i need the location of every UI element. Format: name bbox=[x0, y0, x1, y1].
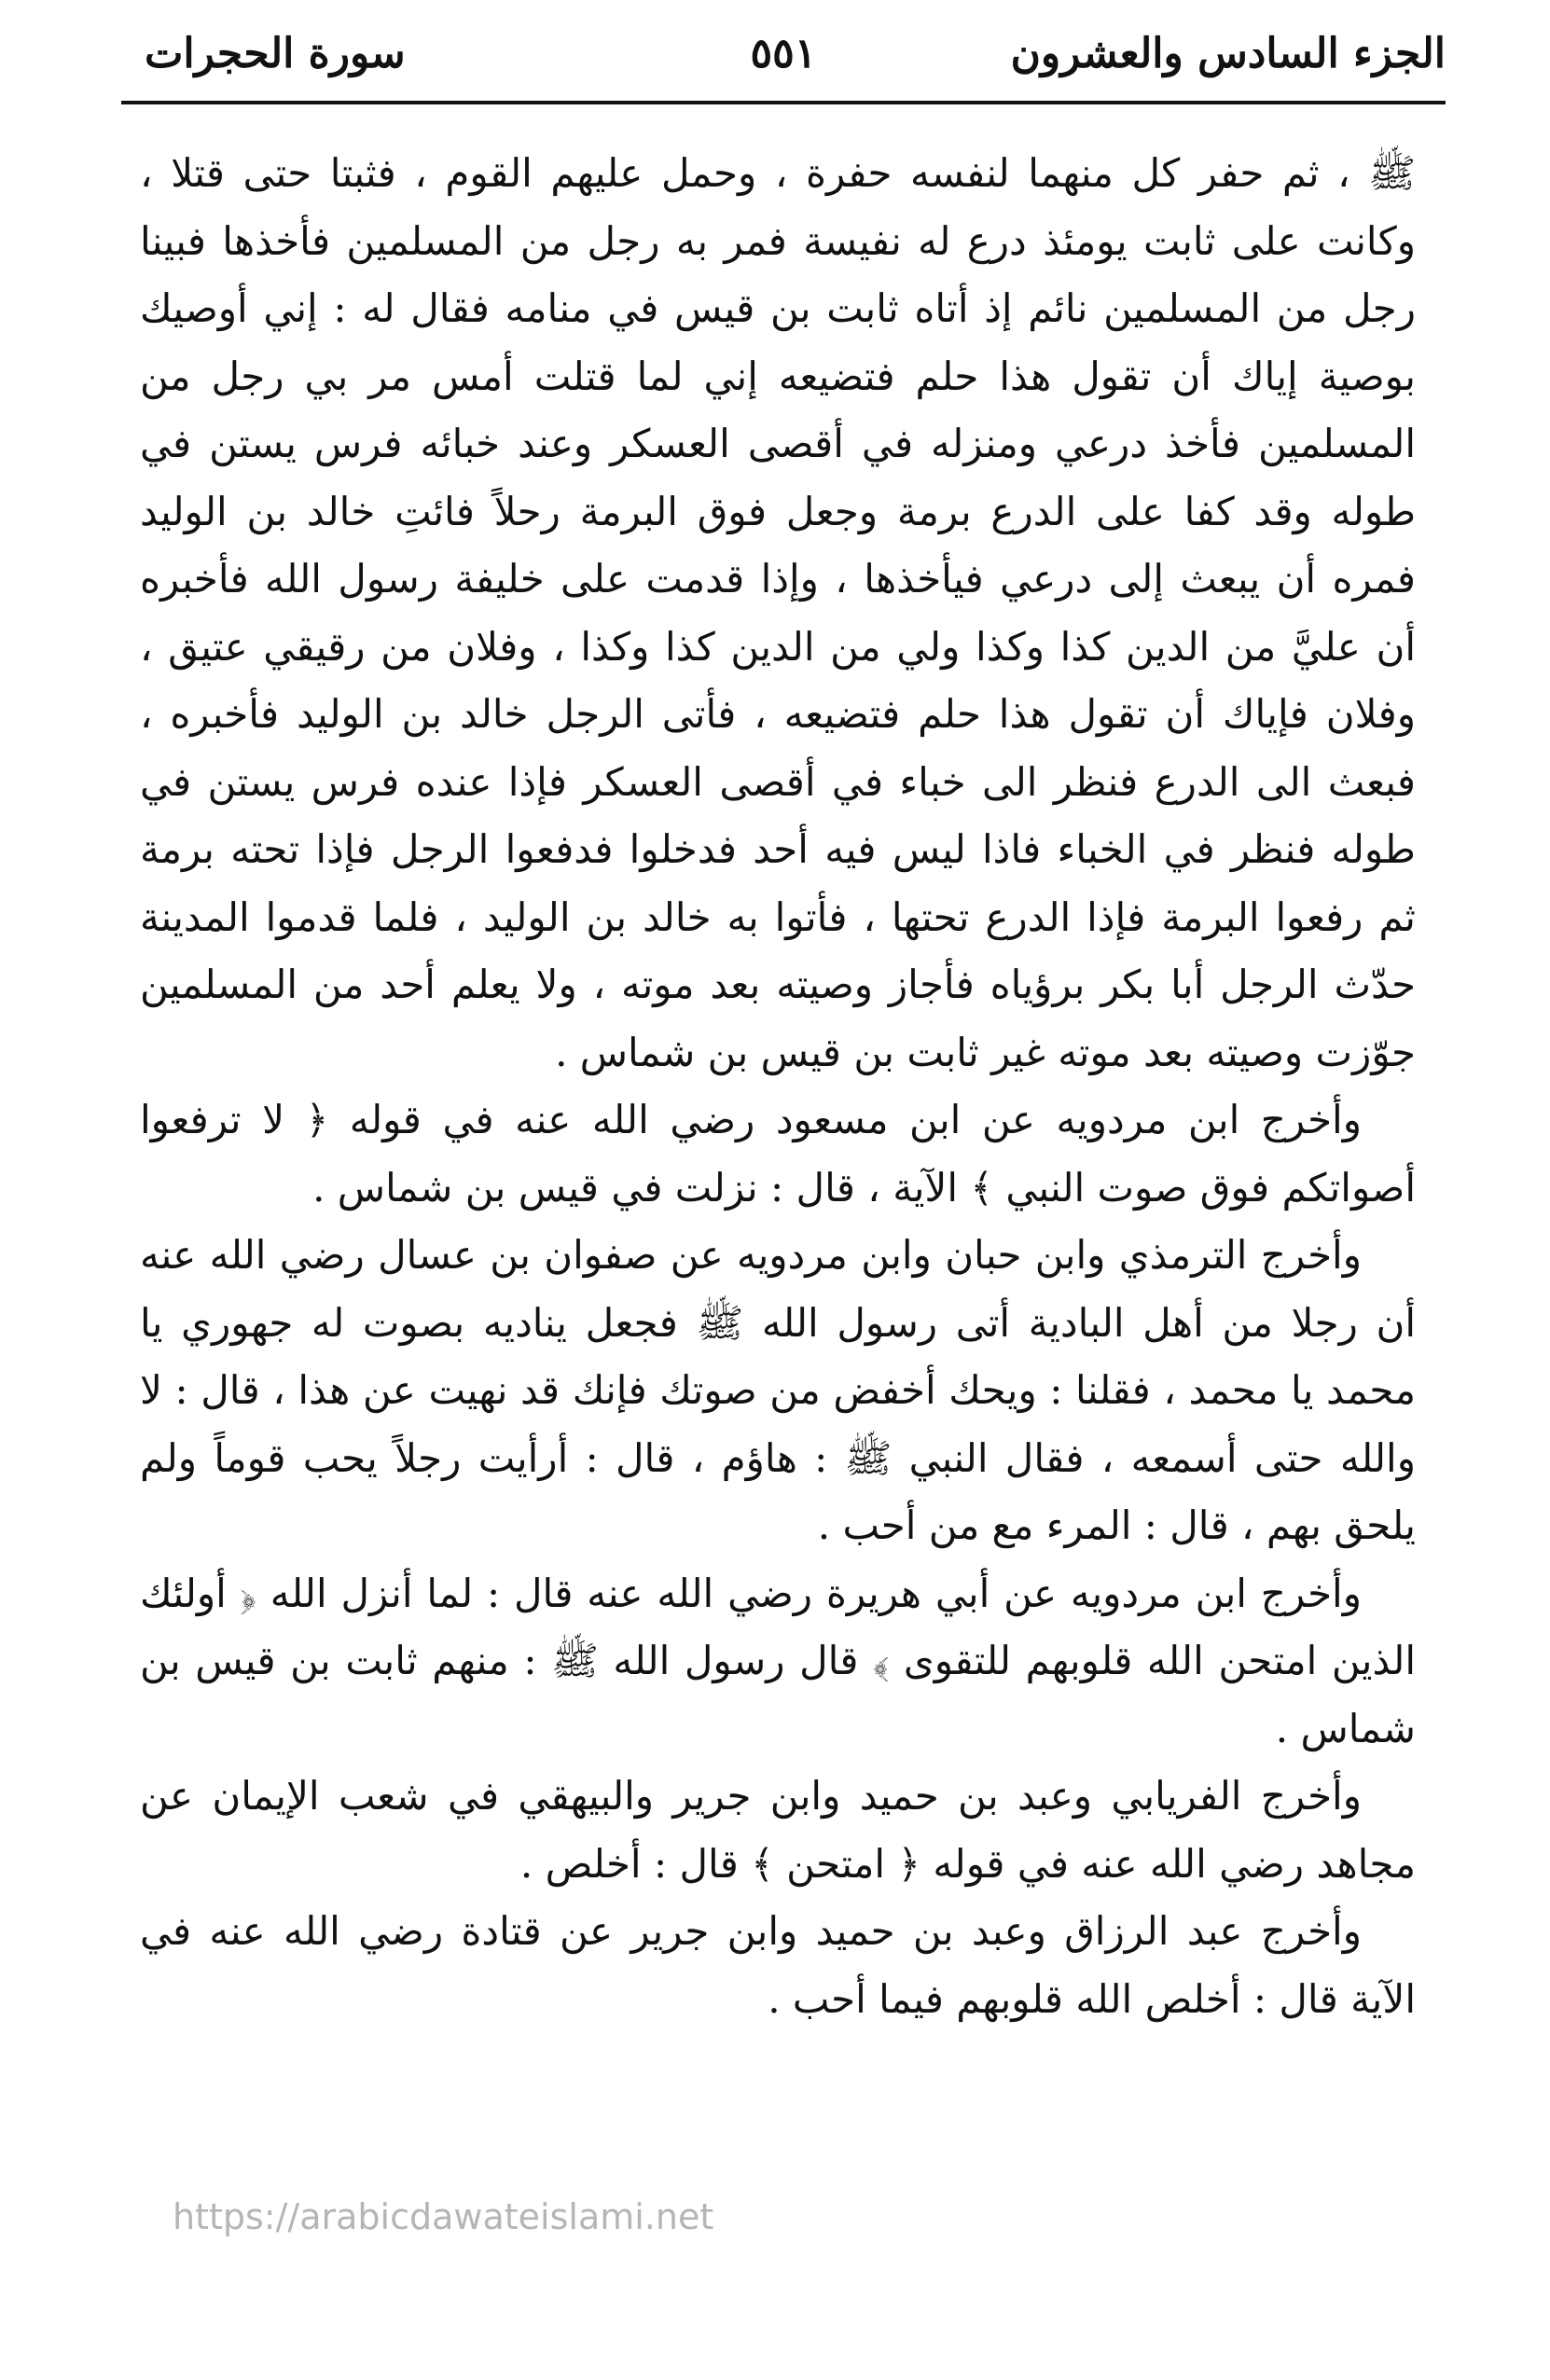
watermark-url: https://arabicdawateislami.net bbox=[173, 2196, 714, 2237]
paragraph-2: وأخرج ابن مردويه عن ابن مسعود رضي الله عنه في قوله ﴿ لا ترفعوا أصواتكم فوق صوت النبي ﴾ الآية ، قال : نزلت في قيس بن شماس . bbox=[140, 1097, 1416, 1211]
surah-label: سورة الحجرات bbox=[145, 30, 406, 77]
paragraph-5: وأخرج الفريابي وعبد بن حميد وابن جرير والبيهقي في شعب الإيمان عن مجاهد رضي الله عنه في قوله ﴿ امتحن ﴾ قال : أخلص . bbox=[140, 1773, 1416, 1887]
paragraph-3: وأخرج الترمذي وابن حبان وابن مردويه عن صفوان بن عسال رضي الله عنه أن رجلا من أهل البادية أتى رسول الله ﷺ فجعل يناديه بصوت له جهوري يا محمد يا محمد ، فقلنا : ويحك أخفض من صوتك فإنك قد نهيت عن هذا ، قال : لا والله حتى أسمعه ، فقال النبي ﷺ : هاؤم ، قال : أرأيت رجلاً يحب قوماً ولم يلحق بهم ، قال : المرء مع من أحب . bbox=[140, 1232, 1416, 1548]
page-number: ٥٥١ bbox=[750, 30, 817, 77]
paragraph-4: وأخرج ابن مردويه عن أبي هريرة رضي الله عنه قال : لما أنزل الله ﴿ أولئك الذين امتحن الله قلوبهم للتقوى ﴾ قال رسول الله ﷺ : منهم ثابت بن قيس بن شماس . bbox=[140, 1570, 1416, 1751]
part-label: الجزء السادس والعشرون bbox=[1010, 30, 1446, 77]
paragraph-1: ﷺ ، ثم حفر كل منهما لنفسه حفرة ، وحمل عليهم القوم ، فثبتا حتى قتلا ، وكانت على ثابت يومئذ درع له نفيسة فمر به رجل من المسلمين فأخذها فبينا رجل من المسلمين نائم إذ أتاه ثابت بن قيس في منامه فقال له : إني أوصيك بوصية إياك أن تقول هذا حلم فتضيعه إني لما قتلت أمس مر بي رجل من المسلمين فأخذ درعي ومنزله في أقصى العسكر وعند خبائه فرس يستن في طوله وقد كفا على الدرع برمة وجعل فوق البرمة رحلاً فائتِ خالد بن الوليد فمره أن يبعث إلى درعي فيأخذها ، وإذا قدمت على خليفة رسول الله فأخبره أن عليَّ من الدين كذا وكذا ولي من الدين كذا وكذا ، وفلان من رقيقي عتيق ، وفلان فإياك أن تقول هذا حلم فتضيعه ، فأتى الرجل خالد بن الوليد فأخبره ، فبعث الى الدرع فنظر الى خباء في أقصى العسكر فإذا عنده فرس يستن في طوله فنظر في الخباء فاذا ليس فيه أحد فدخلوا فدفعوا الرجل فإذا تحته برمة ثم رفعوا البرمة فإذا الدرع تحتها ، فأتوا به خالد بن الوليد ، فلما قدموا المدينة حدّث الرجل أبا بكر برؤياه فأجاز وصيته بعد موته ، ولا يعلم أحد من المسلمين جوّزت وصيته بعد موته غير ثابت بن قيس بن شماس . bbox=[140, 150, 1417, 1075]
page-body bbox=[140, 140, 1416, 2033]
running-header bbox=[121, 21, 1446, 95]
paragraph-6: وأخرج عبد الرزاق وعبد بن حميد وابن جرير عن قتادة رضي الله عنه في الآية قال : أخلص الله قلوبهم فيما أحب . bbox=[140, 1908, 1416, 2022]
header-rule bbox=[121, 101, 1446, 104]
